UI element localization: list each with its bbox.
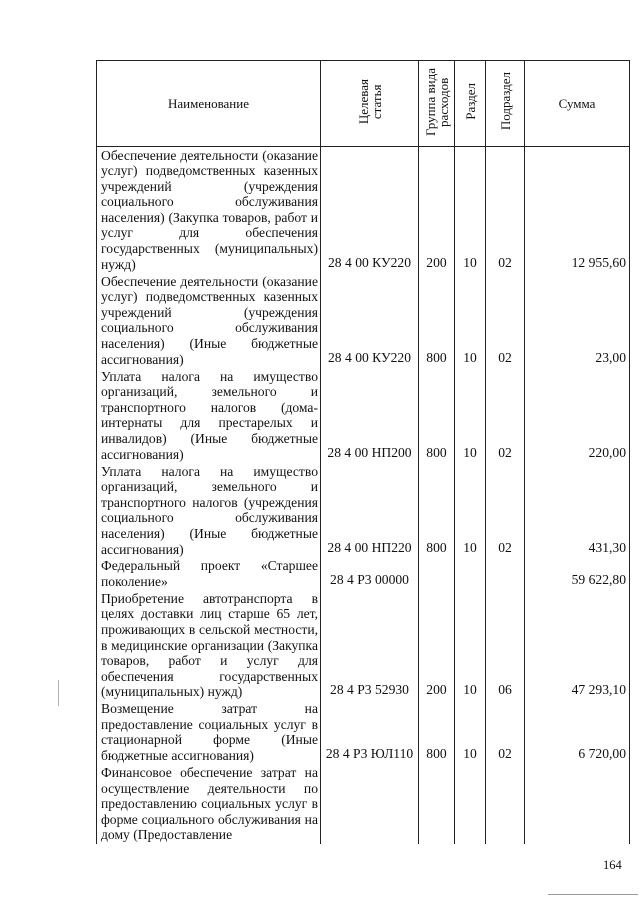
row-name: Приобретение автотранспорта в целях доставки лиц старше 65 лет, проживающих в сельской местности, в медицинские организации (Закупка товаров, работ и услуг для обеспечения государственных (муниципальных) нужд) [97,590,321,701]
header-amount: Сумма [525,61,630,147]
row-section: 10 [455,463,486,558]
row-section [455,558,486,590]
row-subsection: 02 [486,273,525,368]
scan-artifact-line [548,894,638,895]
row-name: Уплата налога на имущество организаций, земельного и транспортного налогов (дома-интернаты для престарелых и инвалидов) (Иные бюджетные ассигнования) [97,368,321,463]
header-section [455,61,486,147]
row-subsection [486,558,525,590]
scan-artifact-line [58,680,59,706]
row-amount [525,765,630,844]
page-number: 164 [603,858,622,872]
header-subsection [486,61,525,147]
table-row [97,765,630,844]
row-name: Финансовое обеспечение затрат на осуществление деятельности по предоставлению социальных услуг в форме социального обслуживания на дому (Предоставление [97,765,321,844]
row-name: Возмещение затрат на предоставление социальных услуг в стационарной форме (Иные бюджетные ассигнования) [97,701,321,765]
table-row [97,701,630,765]
table-row [97,558,630,590]
header-target-article-line2: статья [368,84,384,119]
header-target-article-line1: Целевая [355,78,371,125]
table-row [97,590,630,701]
row-expense-group: 800 [419,273,455,368]
row-subsection: 06 [486,590,525,701]
row-amount: 6 720,00 [525,701,630,765]
row-expense-group: 800 [419,701,455,765]
header-expense-group-line2: расходов [435,76,451,127]
row-subsection: 02 [486,701,525,765]
row-section: 10 [455,368,486,463]
row-section: 10 [455,701,486,765]
budget-table [96,60,630,844]
header-expense-group-line1: Группа вида [422,67,438,136]
row-section: 10 [455,147,486,274]
row-name: Федеральный проект «Старшее поколение» [97,558,321,590]
row-target-article: 28 4 00 НП220 [321,463,419,558]
row-target-article: 28 4 00 КУ220 [321,273,419,368]
header-name: Наименование [97,61,321,147]
row-subsection: 02 [486,463,525,558]
row-target-article: 28 4 00 НП200 [321,368,419,463]
header-section-label: Раздел [462,83,478,120]
table-row [97,368,630,463]
row-target-article [321,765,419,844]
row-subsection: 02 [486,368,525,463]
row-amount: 59 622,80 [525,558,630,590]
table-row [97,463,630,558]
row-subsection [486,765,525,844]
row-section [455,765,486,844]
row-expense-group [419,765,455,844]
header-target-article [321,61,419,147]
table-row [97,273,630,368]
header-expense-group [419,61,455,147]
row-subsection: 02 [486,147,525,274]
row-expense-group: 200 [419,147,455,274]
row-target-article: 28 4 00 КУ220 [321,147,419,274]
row-expense-group: 800 [419,368,455,463]
row-name: Обеспечение деятельности (оказание услуг) подведомственных казенных учреждений (учреждения социального обслуживания населения) (Иные бюджетные ассигнования) [97,273,321,368]
row-name: Обеспечение деятельности (оказание услуг) подведомственных казенных учреждений (учреждения социального обслуживания населения) (Закупка товаров, работ и услуг для обеспечения государственных (муниципальных) нужд) [97,147,321,274]
row-amount: 220,00 [525,368,630,463]
row-name: Уплата налога на имущество организаций, земельного и транспортного налогов (учреждения социального обслуживания населения) (Иные бюджетные ассигнования) [97,463,321,558]
row-target-article: 28 4 Р3 ЮЛ110 [321,701,419,765]
row-section: 10 [455,590,486,701]
row-expense-group [419,558,455,590]
table-row [97,147,630,274]
row-amount: 23,00 [525,273,630,368]
table-header-row [97,61,630,147]
row-target-article: 28 4 Р3 00000 [321,558,419,590]
row-expense-group: 200 [419,590,455,701]
row-amount: 431,30 [525,463,630,558]
row-expense-group: 800 [419,463,455,558]
header-subsection-label: Подраздел [497,72,513,131]
row-section: 10 [455,273,486,368]
row-amount: 47 293,10 [525,590,630,701]
row-target-article: 28 4 Р3 52930 [321,590,419,701]
row-amount: 12 955,60 [525,147,630,274]
